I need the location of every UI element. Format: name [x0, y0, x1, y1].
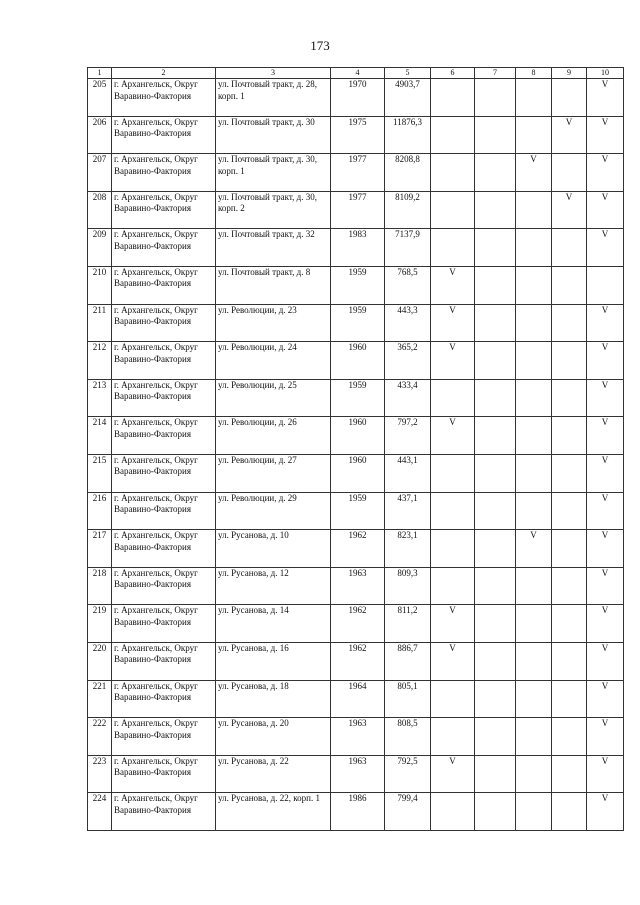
- mark-cell-8: [516, 116, 552, 154]
- mark-cell-10: V: [587, 304, 624, 342]
- buildings-table: [87, 67, 624, 831]
- area-cell: 805,1: [385, 680, 431, 718]
- mark-cell-10: V: [587, 342, 624, 380]
- mark-cell-8: [516, 454, 552, 492]
- table-row: [88, 191, 624, 229]
- mark-cell-7: [475, 492, 516, 530]
- table-row: [88, 379, 624, 417]
- address-cell: ул. Русанова, д. 22: [216, 755, 331, 793]
- area-cell: 8208,8: [385, 154, 431, 192]
- mark-cell-9: [552, 567, 587, 605]
- mark-cell-10: [587, 266, 624, 304]
- mark-cell-10: V: [587, 492, 624, 530]
- location-cell: г. Архангельск, Округ Варавино-Фактория: [112, 605, 216, 643]
- row-number: 208: [88, 191, 112, 229]
- area-cell: 799,4: [385, 793, 431, 831]
- mark-cell-6: [431, 379, 475, 417]
- area-cell: 792,5: [385, 755, 431, 793]
- mark-cell-7: [475, 191, 516, 229]
- column-header: 5: [385, 68, 431, 79]
- mark-cell-9: [552, 342, 587, 380]
- mark-cell-7: [475, 454, 516, 492]
- mark-cell-6: [431, 454, 475, 492]
- area-cell: 811,2: [385, 605, 431, 643]
- mark-cell-10: V: [587, 154, 624, 192]
- mark-cell-7: [475, 79, 516, 117]
- mark-cell-10: V: [587, 755, 624, 793]
- location-cell: г. Архангельск, Округ Варавино-Фактория: [112, 530, 216, 568]
- area-cell: 768,5: [385, 266, 431, 304]
- row-number: 213: [88, 379, 112, 417]
- year-cell: 1964: [331, 680, 385, 718]
- year-cell: 1959: [331, 266, 385, 304]
- location-cell: г. Архангельск, Округ Варавино-Фактория: [112, 492, 216, 530]
- mark-cell-7: [475, 530, 516, 568]
- area-cell: 11876,3: [385, 116, 431, 154]
- location-cell: г. Архангельск, Округ Варавино-Фактория: [112, 154, 216, 192]
- mark-cell-10: V: [587, 191, 624, 229]
- row-number: 218: [88, 567, 112, 605]
- area-cell: 809,3: [385, 567, 431, 605]
- location-cell: г. Архангельск, Округ Варавино-Фактория: [112, 266, 216, 304]
- mark-cell-6: [431, 718, 475, 756]
- year-cell: 1960: [331, 342, 385, 380]
- column-header: 3: [216, 68, 331, 79]
- year-cell: 1960: [331, 454, 385, 492]
- mark-cell-9: [552, 229, 587, 267]
- mark-cell-9: [552, 266, 587, 304]
- address-cell: ул. Почтовый тракт, д. 32: [216, 229, 331, 267]
- location-cell: г. Архангельск, Округ Варавино-Фактория: [112, 116, 216, 154]
- row-number: 219: [88, 605, 112, 643]
- mark-cell-9: V: [552, 116, 587, 154]
- location-cell: г. Архангельск, Округ Варавино-Фактория: [112, 379, 216, 417]
- table-row: [88, 454, 624, 492]
- address-cell: ул. Революции, д. 24: [216, 342, 331, 380]
- table-row: [88, 154, 624, 192]
- address-cell: ул. Русанова, д. 22, корп. 1: [216, 793, 331, 831]
- area-cell: 443,1: [385, 454, 431, 492]
- mark-cell-8: V: [516, 154, 552, 192]
- mark-cell-6: [431, 79, 475, 117]
- table-row: [88, 342, 624, 380]
- mark-cell-6: [431, 154, 475, 192]
- mark-cell-8: [516, 379, 552, 417]
- address-cell: ул. Почтовый тракт, д. 8: [216, 266, 331, 304]
- address-cell: ул. Русанова, д. 20: [216, 718, 331, 756]
- page-number: 173: [310, 38, 330, 53]
- mark-cell-8: [516, 567, 552, 605]
- mark-cell-8: [516, 304, 552, 342]
- mark-cell-6: [431, 680, 475, 718]
- column-header: 10: [587, 68, 624, 79]
- column-header: 4: [331, 68, 385, 79]
- mark-cell-6: [431, 116, 475, 154]
- mark-cell-7: [475, 417, 516, 455]
- row-number: 215: [88, 454, 112, 492]
- table-row: [88, 417, 624, 455]
- row-number: 223: [88, 755, 112, 793]
- mark-cell-7: [475, 567, 516, 605]
- address-cell: ул. Революции, д. 27: [216, 454, 331, 492]
- mark-cell-8: [516, 793, 552, 831]
- location-cell: г. Архангельск, Округ Варавино-Фактория: [112, 229, 216, 267]
- table-row: [88, 79, 624, 117]
- mark-cell-7: [475, 116, 516, 154]
- mark-cell-10: V: [587, 642, 624, 680]
- row-number: 206: [88, 116, 112, 154]
- column-header: 2: [112, 68, 216, 79]
- mark-cell-7: [475, 605, 516, 643]
- mark-cell-9: [552, 793, 587, 831]
- mark-cell-8: [516, 718, 552, 756]
- year-cell: 1959: [331, 379, 385, 417]
- row-number: 210: [88, 266, 112, 304]
- mark-cell-8: [516, 342, 552, 380]
- mark-cell-10: V: [587, 605, 624, 643]
- mark-cell-6: [431, 191, 475, 229]
- table-row: [88, 266, 624, 304]
- address-cell: ул. Почтовый тракт, д. 30: [216, 116, 331, 154]
- table-row: [88, 116, 624, 154]
- table-row: [88, 567, 624, 605]
- location-cell: г. Архангельск, Округ Варавино-Фактория: [112, 793, 216, 831]
- area-cell: 4903,7: [385, 79, 431, 117]
- table-row: [88, 605, 624, 643]
- row-number: 217: [88, 530, 112, 568]
- year-cell: 1962: [331, 605, 385, 643]
- mark-cell-10: V: [587, 567, 624, 605]
- mark-cell-7: [475, 342, 516, 380]
- mark-cell-6: V: [431, 605, 475, 643]
- mark-cell-6: V: [431, 642, 475, 680]
- table-row: [88, 530, 624, 568]
- area-cell: 8109,2: [385, 191, 431, 229]
- address-cell: ул. Русанова, д. 12: [216, 567, 331, 605]
- mark-cell-7: [475, 642, 516, 680]
- mark-cell-6: [431, 229, 475, 267]
- table-row: [88, 642, 624, 680]
- location-cell: г. Архангельск, Округ Варавино-Фактория: [112, 191, 216, 229]
- year-cell: 1970: [331, 79, 385, 117]
- address-cell: ул. Революции, д. 29: [216, 492, 331, 530]
- mark-cell-6: [431, 567, 475, 605]
- location-cell: г. Архангельск, Округ Варавино-Фактория: [112, 454, 216, 492]
- mark-cell-9: [552, 454, 587, 492]
- row-number: 209: [88, 229, 112, 267]
- mark-cell-10: V: [587, 379, 624, 417]
- year-cell: 1959: [331, 304, 385, 342]
- row-number: 224: [88, 793, 112, 831]
- year-cell: 1962: [331, 530, 385, 568]
- table-row: [88, 793, 624, 831]
- area-cell: 808,5: [385, 718, 431, 756]
- table-header-row: [88, 68, 624, 79]
- address-cell: ул. Революции, д. 26: [216, 417, 331, 455]
- mark-cell-8: [516, 417, 552, 455]
- year-cell: 1963: [331, 567, 385, 605]
- mark-cell-9: [552, 379, 587, 417]
- mark-cell-6: [431, 492, 475, 530]
- area-cell: 365,2: [385, 342, 431, 380]
- area-cell: 7137,9: [385, 229, 431, 267]
- mark-cell-9: [552, 605, 587, 643]
- row-number: 214: [88, 417, 112, 455]
- location-cell: г. Архангельск, Округ Варавино-Фактория: [112, 342, 216, 380]
- mark-cell-8: V: [516, 530, 552, 568]
- mark-cell-9: [552, 718, 587, 756]
- mark-cell-9: [552, 304, 587, 342]
- year-cell: 1977: [331, 191, 385, 229]
- year-cell: 1962: [331, 642, 385, 680]
- location-cell: г. Архангельск, Округ Варавино-Фактория: [112, 79, 216, 117]
- mark-cell-6: V: [431, 304, 475, 342]
- mark-cell-9: [552, 642, 587, 680]
- year-cell: 1959: [331, 492, 385, 530]
- address-cell: ул. Русанова, д. 14: [216, 605, 331, 643]
- mark-cell-8: [516, 492, 552, 530]
- address-cell: ул. Революции, д. 25: [216, 379, 331, 417]
- address-cell: ул. Почтовый тракт, д. 30, корп. 1: [216, 154, 331, 192]
- mark-cell-8: [516, 642, 552, 680]
- area-cell: 797,2: [385, 417, 431, 455]
- row-number: 212: [88, 342, 112, 380]
- year-cell: 1983: [331, 229, 385, 267]
- mark-cell-9: V: [552, 191, 587, 229]
- mark-cell-10: V: [587, 680, 624, 718]
- address-cell: ул. Революции, д. 23: [216, 304, 331, 342]
- mark-cell-9: [552, 680, 587, 718]
- row-number: 216: [88, 492, 112, 530]
- mark-cell-7: [475, 755, 516, 793]
- mark-cell-6: [431, 793, 475, 831]
- mark-cell-6: V: [431, 417, 475, 455]
- column-header: 6: [431, 68, 475, 79]
- mark-cell-7: [475, 266, 516, 304]
- mark-cell-10: V: [587, 718, 624, 756]
- mark-cell-6: V: [431, 266, 475, 304]
- location-cell: г. Архангельск, Округ Варавино-Фактория: [112, 304, 216, 342]
- year-cell: 1963: [331, 755, 385, 793]
- mark-cell-7: [475, 680, 516, 718]
- address-cell: ул. Русанова, д. 18: [216, 680, 331, 718]
- mark-cell-10: V: [587, 530, 624, 568]
- row-number: 207: [88, 154, 112, 192]
- row-number: 211: [88, 304, 112, 342]
- mark-cell-10: V: [587, 417, 624, 455]
- mark-cell-8: [516, 266, 552, 304]
- location-cell: г. Архангельск, Округ Варавино-Фактория: [112, 680, 216, 718]
- mark-cell-8: [516, 605, 552, 643]
- year-cell: 1986: [331, 793, 385, 831]
- column-header: 7: [475, 68, 516, 79]
- mark-cell-6: [431, 530, 475, 568]
- area-cell: 443,3: [385, 304, 431, 342]
- year-cell: 1975: [331, 116, 385, 154]
- mark-cell-8: [516, 755, 552, 793]
- row-number: 220: [88, 642, 112, 680]
- location-cell: г. Архангельск, Округ Варавино-Фактория: [112, 417, 216, 455]
- mark-cell-6: V: [431, 755, 475, 793]
- location-cell: г. Архангельск, Округ Варавино-Фактория: [112, 642, 216, 680]
- address-cell: ул. Почтовый тракт, д. 30, корп. 2: [216, 191, 331, 229]
- mark-cell-10: V: [587, 229, 624, 267]
- mark-cell-9: [552, 154, 587, 192]
- table-body: [88, 79, 624, 831]
- table-row: [88, 718, 624, 756]
- table-row: [88, 304, 624, 342]
- area-cell: 433,4: [385, 379, 431, 417]
- mark-cell-8: [516, 680, 552, 718]
- table-row: [88, 680, 624, 718]
- row-number: 205: [88, 79, 112, 117]
- column-header: 8: [516, 68, 552, 79]
- mark-cell-8: [516, 79, 552, 117]
- year-cell: 1960: [331, 417, 385, 455]
- column-header: 9: [552, 68, 587, 79]
- address-cell: ул. Почтовый тракт, д. 28, корп. 1: [216, 79, 331, 117]
- mark-cell-8: [516, 229, 552, 267]
- mark-cell-7: [475, 793, 516, 831]
- mark-cell-10: V: [587, 454, 624, 492]
- table-row: [88, 229, 624, 267]
- year-cell: 1977: [331, 154, 385, 192]
- mark-cell-10: V: [587, 79, 624, 117]
- address-cell: ул. Русанова, д. 16: [216, 642, 331, 680]
- location-cell: г. Архангельск, Округ Варавино-Фактория: [112, 755, 216, 793]
- location-cell: г. Архангельск, Округ Варавино-Фактория: [112, 718, 216, 756]
- year-cell: 1963: [331, 718, 385, 756]
- mark-cell-7: [475, 154, 516, 192]
- table-row: [88, 755, 624, 793]
- column-header: 1: [88, 68, 112, 79]
- table-row: [88, 492, 624, 530]
- row-number: 222: [88, 718, 112, 756]
- mark-cell-9: [552, 417, 587, 455]
- mark-cell-6: V: [431, 342, 475, 380]
- mark-cell-10: V: [587, 793, 624, 831]
- mark-cell-10: V: [587, 116, 624, 154]
- row-number: 221: [88, 680, 112, 718]
- address-cell: ул. Русанова, д. 10: [216, 530, 331, 568]
- mark-cell-7: [475, 229, 516, 267]
- mark-cell-9: [552, 755, 587, 793]
- area-cell: 437,1: [385, 492, 431, 530]
- mark-cell-8: [516, 191, 552, 229]
- mark-cell-7: [475, 718, 516, 756]
- mark-cell-7: [475, 304, 516, 342]
- mark-cell-7: [475, 379, 516, 417]
- mark-cell-9: [552, 530, 587, 568]
- mark-cell-9: [552, 79, 587, 117]
- mark-cell-9: [552, 492, 587, 530]
- area-cell: 886,7: [385, 642, 431, 680]
- area-cell: 823,1: [385, 530, 431, 568]
- location-cell: г. Архангельск, Округ Варавино-Фактория: [112, 567, 216, 605]
